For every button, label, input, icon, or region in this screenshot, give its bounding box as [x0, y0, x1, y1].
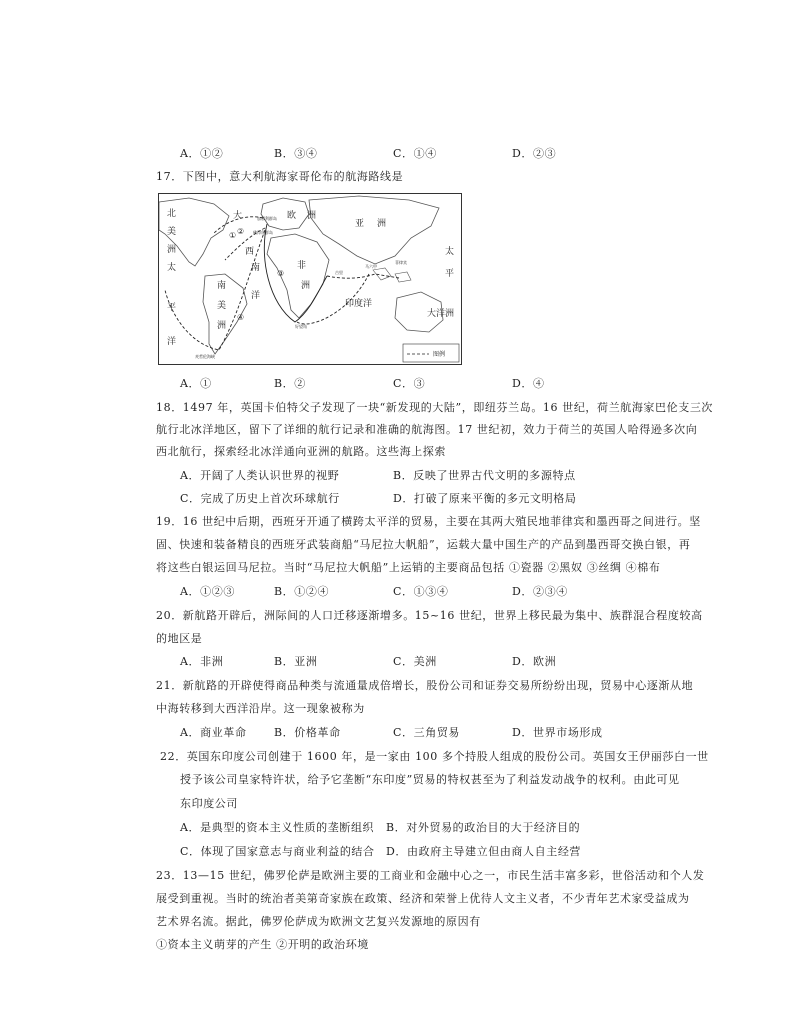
q23-line-3: 艺术界名流。据此，佛罗伦萨成为欧洲文艺复兴发源地的原因有: [156, 915, 481, 928]
q18-option-b: B．反映了世界古代文明的多源特点: [393, 469, 576, 482]
europe-shape: [261, 198, 309, 230]
q18-option-a: A．开阔了人类认识世界的视野: [180, 469, 340, 482]
map-label-indian-ocean: 印度洋: [345, 299, 373, 309]
map-place-malacca: 马六甲: [365, 264, 377, 269]
q20-option-a: A．非洲: [180, 655, 224, 668]
q18-line-1: 18．1497 年，英国卡伯特父子发现了一块“新发现的大陆”，即纽芬兰岛。16 世纪，荷兰航海家巴伦支三次: [156, 401, 714, 414]
q18-option-c: C．完成了历史上首次环球航行: [180, 492, 340, 505]
map-label-nan2: 南: [251, 263, 261, 273]
q18-line-2: 航行北冰洋地区，留下了详细的航行记录和准确的航海图。17 世纪初，效力于荷兰的英国人哈得逊多次向: [156, 423, 698, 436]
asia-shape: [309, 196, 439, 264]
q19-line-2: 固、快速和装备精良的西班牙武装商船“马尼拉大帆船”，运载大量中国生产的产品到墨西哥交换白银，再: [156, 538, 691, 551]
q21-option-a: A．商业革命: [180, 726, 247, 739]
q21-line-1: 21．新航路的开辟使得商品种类与流通量成倍增长，股份公司和证券交易所纷纷出现，贸易中心逐渐从地: [156, 679, 694, 692]
map-label-fei: 非: [297, 261, 307, 271]
q19-option-b: B．①②④: [274, 585, 330, 598]
q19-line-3: 将这些白银运回马尼拉。当时“马尼拉大帆船”上运销的主要商品包括 ①瓷器 ②黑奴 ③丝绸 ④棉布: [156, 561, 661, 574]
q19-line-1: 19．16 世纪中后期，西班牙开通了横跨太平洋的贸易，主要在其两大殖民地菲律宾和墨西哥之间进行。坚: [156, 515, 701, 528]
q20-option-d: D．欧洲: [512, 655, 557, 668]
map-label-nan: 南: [217, 281, 227, 291]
map-label-da: 大: [233, 211, 243, 221]
q16-option-c: C．①④: [393, 147, 437, 160]
q16-option-a: A．①②: [180, 147, 224, 160]
map-label-oceania: 大洋洲: [427, 309, 455, 319]
route-number-4: ④: [237, 313, 245, 322]
q21-line-2: 中海转移到大西洋沿岸。这一现象被称为: [156, 702, 365, 715]
legend-box: [403, 344, 459, 362]
route-number-3: ③: [277, 269, 285, 278]
route-number-1: ①: [229, 231, 237, 240]
q19-option-c: C．①③④: [393, 585, 449, 598]
q19-option-a: A．①②③: [180, 585, 235, 598]
q18-line-3: 西北航行，探索经北冰洋通向亚洲的航路。这些海上探索: [156, 445, 446, 458]
q22-line-2: 授予该公司皇家特许状，给予它垄断“东印度”贸易的特权甚至为了利益发动战争的权利。由此可见: [180, 773, 680, 786]
q22-line-3: 东印度公司: [180, 797, 238, 810]
map-label-mei: 美: [167, 227, 177, 237]
map-label-yang2: 洋: [251, 291, 261, 301]
map-label-ping1: 平: [167, 303, 177, 313]
q21-option-d: D．世界市场形成: [512, 726, 603, 739]
q20-line-2: 的地区是: [156, 632, 203, 645]
q17-option-c: C．③: [393, 377, 426, 390]
q21-option-c: C．三角贸易: [393, 726, 461, 739]
q23-line-2: 展受到重视。当时的统治者美第奇家族在政策、经济和荣誉上优待人文主义者，不少青年艺术家受益成为: [156, 892, 690, 905]
q22-option-a: A．是典型的资本主义性质的垄断组织: [180, 821, 375, 834]
map-label-tai1: 太: [167, 263, 177, 273]
q20-option-b: B．亚洲: [274, 655, 318, 668]
map-place-magellan: 麦哲伦海峡: [195, 354, 215, 359]
q18-option-d: D．打破了原来平衡的多元文明格局: [393, 492, 577, 505]
map-place-cape-verde: 佛得角群岛: [253, 230, 273, 235]
voyage-map-figure: [159, 194, 461, 364]
map-label-ou: 欧: [287, 211, 297, 221]
voyage-map: [158, 193, 462, 365]
map-label-xi: 西: [245, 247, 255, 257]
map-place-calicut: 古里: [335, 270, 343, 275]
map-label-ping2: 平: [445, 269, 455, 279]
legend-label: 图例: [433, 351, 446, 358]
map-label-bei: 北: [167, 209, 177, 219]
q23-line-4: ①资本主义萌芽的产生 ②开明的政治环境: [156, 938, 369, 951]
map-label-zhou5: 洲: [301, 281, 311, 291]
map-place-philippines: 菲律宾: [395, 260, 407, 265]
map-label-zhou4: 洲: [377, 219, 387, 229]
q17-option-d: D．④: [512, 377, 545, 390]
q22-option-d: D．由政府主导建立但由商人自主经营: [386, 845, 582, 858]
map-label-ya: 亚: [355, 219, 365, 229]
q22-line-1: 22．英国东印度公司创建于 1600 年，是一家由 100 多个持股人组成的股份公司。英国女王伊丽莎白一世: [160, 750, 709, 763]
q17-stem: 17．下图中，意大利航海家哥伦布的航海路线是: [156, 170, 404, 183]
map-place-canary: 加那利群岛: [257, 216, 277, 221]
map-label-yang1: 洋: [167, 337, 177, 347]
q17-option-b: B．②: [274, 377, 306, 390]
map-label-zhou1: 洲: [167, 245, 177, 255]
q23-line-1: 23．13—15 世纪，佛罗伦萨是欧洲主要的工商业和金融中心之一，市民生活丰富多彩，世俗活动和个人发: [156, 869, 705, 882]
q22-option-b: B．对外贸易的政治目的大于经济目的: [386, 821, 581, 834]
route-number-2: ②: [237, 227, 245, 236]
q19-option-d: D．②③④: [512, 585, 568, 598]
map-label-zhou3: 洲: [307, 211, 317, 221]
q22-option-c: C．体现了国家意志与商业利益的结合: [180, 845, 375, 858]
map-label-tai2: 太: [445, 247, 455, 257]
q17-option-a: A．①: [180, 377, 212, 390]
q20-option-c: C．美洲: [393, 655, 437, 668]
q21-option-b: B．价格革命: [274, 726, 341, 739]
q16-option-d: D．②③: [512, 147, 557, 160]
map-label-mei2: 美: [217, 301, 227, 311]
q20-line-1: 20．新航路开辟后，洲际间的人口迁移逐渐增多。15~16 世纪，世界上移民最为集中、族群混合程度较高: [156, 609, 703, 622]
q16-option-b: B．③④: [274, 147, 318, 160]
map-place-cape: 好望角: [295, 324, 307, 329]
map-label-zhou2: 洲: [217, 321, 227, 331]
